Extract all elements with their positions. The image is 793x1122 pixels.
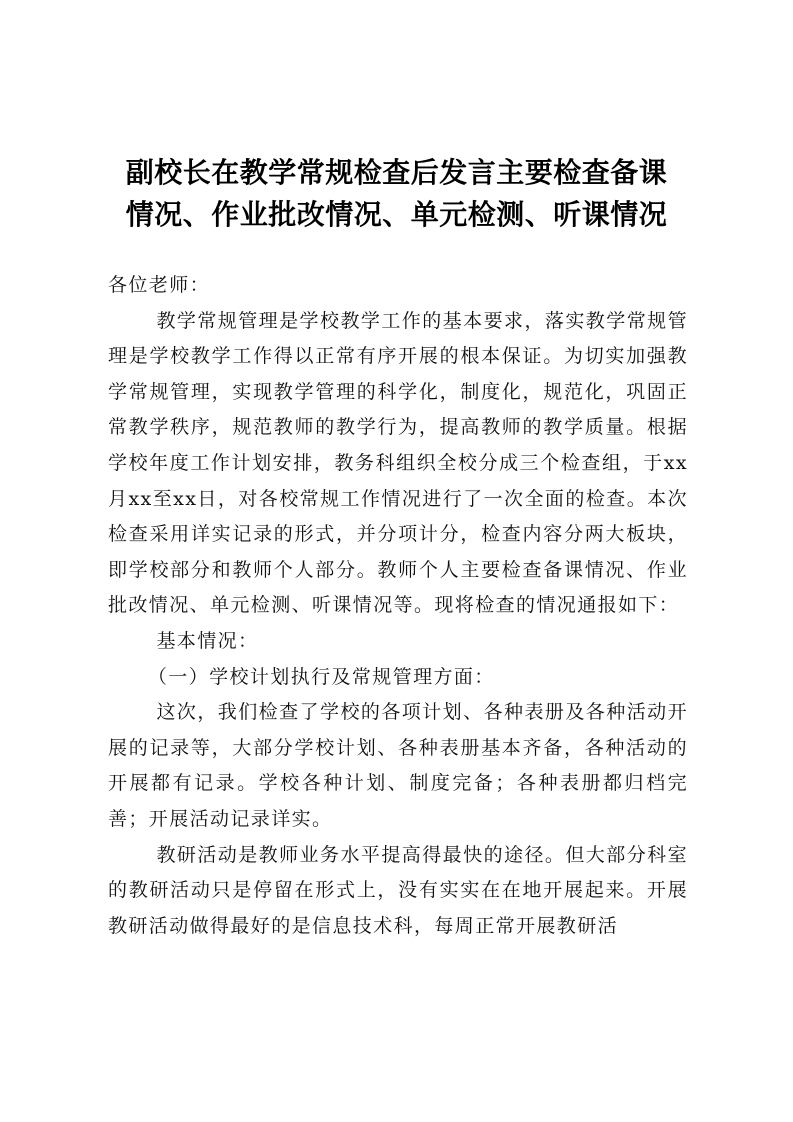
salutation: 各位老师： [108, 274, 211, 296]
document-title [96, 152, 697, 236]
title-line-1: 副校长在教学常规检查后发言主要检查备课 [125, 156, 668, 189]
document-body [108, 268, 688, 944]
paragraph-plan-check: 这次，我们检查了学校的各项计划、各种表册及各种活动开展的记录等，大部分学校计划、各种表册基本齐备，各种活动的开展都有记录。学校各种计划、制度完备；各种表册都归档完善；开展活动记录详实。 [108, 701, 688, 830]
title-line-2: 情况、作业批改情况、单元检测、听课情况 [125, 198, 668, 231]
heading-section-one: （一）学校计划执行及常规管理方面： [147, 665, 495, 688]
paragraph-teaching-research: 教研活动是教师业务水平提高得最快的途径。但大部分科室的教研活动只是停留在形式上，没有实实在在地开展起来。开展教研活动做得最好的是信息技术科，每周正常开展教研活 [108, 843, 688, 937]
paragraph-introduction: 教学常规管理是学校教学工作的基本要求，落实教学常规管理是学校教学工作得以正常有序开展的根本保证。为切实加强教学常规管理，实现教学管理的科学化，制度化，规范化，巩固正常教学秩序，规范教师的教学行为，提高教师的教学质量。根据学校年度工作计划安排，教务科组织全校分成三个检查组，于xx月xx至xx日，对各校常规工作情况进行了一次全面的检查。本次检查采用详实记录的形式，并分项计分，检查内容分两大板块，即学校部分和教师个人部分。教师个人主要检查备课情况、作业批改情况、单元检测、听课情况等。现将检查的情况通报如下： [108, 309, 688, 617]
heading-basic-situation: 基本情况： [156, 629, 259, 652]
